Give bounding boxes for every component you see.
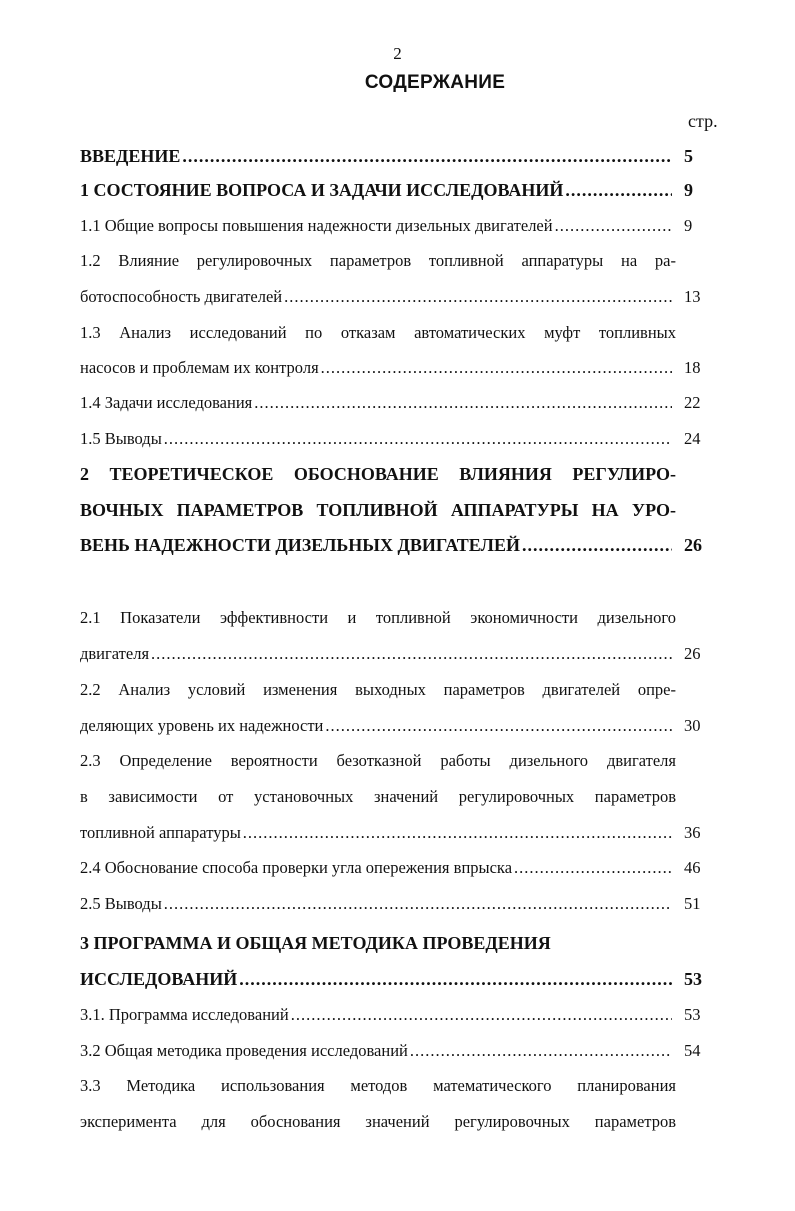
toc-entry: 1.1 Общие вопросы повышения надежности дизельных двигателей ..... 9 [80,211,720,237]
page-title: СОДЕРЖАНИЕ [364,72,506,93]
toc-entry: 2.4 Обоснование способа проверки угла опережения впрыска ..... 46 [80,853,720,879]
toc-entry: деляющих уровень их надежности ..... 30 [80,711,720,737]
toc-entry-line: 2 ТЕОРЕТИЧЕСКОЕ ОБОСНОВАНИЕ ВЛИЯНИЯ РЕГУЛИРО- [80,464,676,484]
toc-entry-line: 3.3 Методика использования методов математического планирования [80,1076,676,1095]
toc-entry: ВВЕДЕНИЕ ..... 5 [80,141,720,167]
toc-entry-line: 1.2 Влияние регулировочных параметров топливной аппаратуры на ра- [80,251,676,270]
toc-entry: 3.1. Программа исследований ..... 53 [80,1000,720,1026]
toc-entry: 1.4 Задачи исследования ..... 22 [80,388,720,414]
toc-entry-line: в зависимости от установочных значений регулировочных параметров [80,787,676,806]
toc-entry: ботоспособность двигателей ..... 13 [80,282,720,308]
toc-entry-line: 1.3 Анализ исследований по отказам автоматических муфт топливных [80,323,676,342]
toc-entry-line: ВОЧНЫХ ПАРАМЕТРОВ ТОПЛИВНОЙ АППАРАТУРЫ НА УРО- [80,500,676,520]
toc-entry: двигателя ..... 26 [80,639,720,665]
toc-entry-line: 3 ПРОГРАММА И ОБЩАЯ МЕТОДИКА ПРОВЕДЕНИЯ [80,933,551,953]
toc-entry: 2.5 Выводы ..... 51 [80,889,720,915]
page-number: 2 [393,44,402,63]
toc-entry: насосов и проблемам их контроля ..... 18 [80,353,720,379]
toc-entry: 3.2 Общая методика проведения исследований ..... 54 [80,1036,720,1062]
toc-entry: ВЕНЬ НАДЕЖНОСТИ ДИЗЕЛЬНЫХ ДВИГАТЕЛЕЙ ..... 26 [80,530,720,556]
toc-entry: 1.5 Выводы ..... 24 [80,424,720,450]
toc-entry-line: 2.3 Определение вероятности безотказной работы дизельного двигателя [80,751,676,770]
toc-entry: топливной аппаратуры ..... 36 [80,818,720,844]
toc-entry-line: 2.1 Показатели эффективности и топливной экономичности дизельного [80,608,676,627]
toc-entry: 1 СОСТОЯНИЕ ВОПРОСА И ЗАДАЧИ ИССЛЕДОВАНИЙ ..... 9 [80,175,720,201]
page-column-label: стр. [688,111,718,131]
toc-entry-line: эксперимента для обоснования значений регулировочных параметров [80,1112,676,1131]
toc-entry-line: 2.2 Анализ условий изменения выходных параметров двигателей опре- [80,680,676,699]
toc-entry: ИССЛЕДОВАНИЙ ..... 53 [80,964,720,990]
